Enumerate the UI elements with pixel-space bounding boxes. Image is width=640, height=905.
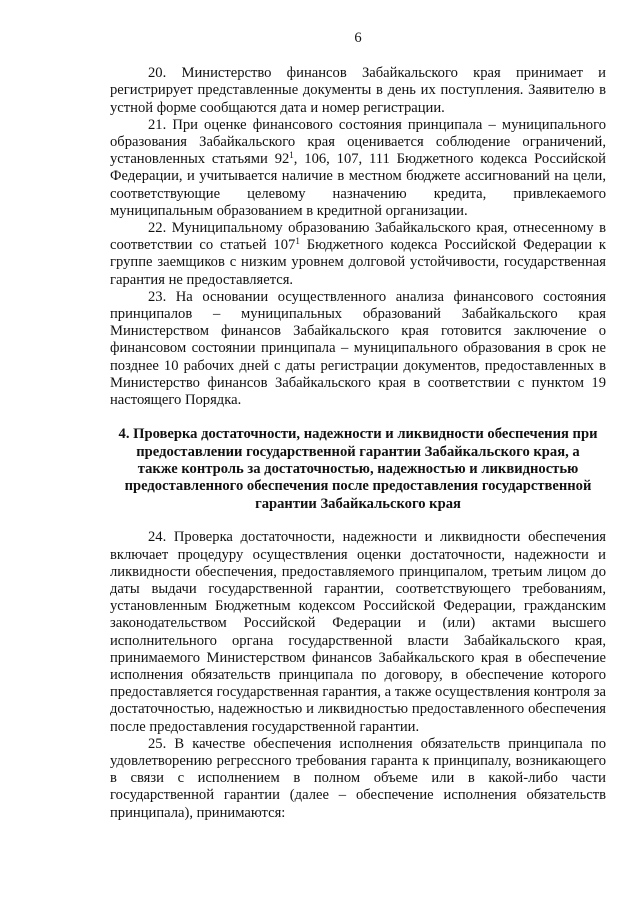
- document-page: [110, 30, 606, 822]
- paragraph-22-text-start: 22. Муниципальному образованию Забайкальского края, отнесенному в соответствии со статьей 107: [110, 220, 606, 254]
- heading-line: также контроль за достаточностью, надежностью и ликвидностью: [137, 461, 579, 478]
- section-4-heading: [110, 426, 606, 513]
- paragraph-21: [110, 117, 606, 220]
- paragraph-25: 25. В качестве обеспечения исполнения обязательств принципала по удовлетворению регрессного требования гаранта к принципалу, возникающего в связи с исполнением в полном объеме или в какой-либо части государственной гарантии (далее – обеспечение исполнения обязательств принципала), принимаются:: [110, 735, 606, 821]
- paragraph-20: 20. Министерство финансов Забайкальского края принимает и регистрирует представленные документы в день их поступления. Заявителю в устной форме сообщаются дата и номер регистрации.: [110, 65, 606, 116]
- heading-line: гарантии Забайкальского края: [255, 495, 461, 512]
- heading-line: предоставлении государственной гарантии Забайкальского края, а: [136, 443, 580, 460]
- paragraph-21-text-end: , 106, 107, 111 Бюджетного кодекса Российской Федерации, и учитывается наличие в местном бюджете ассигнований на цели, соответствующие целевому назначению кредита, привлекаемого муниципальным образованием в кредитной организации.: [110, 151, 606, 219]
- page-number: 6: [354, 30, 362, 46]
- paragraph-21-text-start: 21. При оценке финансового состояния принципала – муниципального образования Забайкальского края оценивается соблюдение ограничений, установленных статьями 92: [110, 116, 606, 168]
- superscript-footnote: 1: [289, 150, 294, 161]
- superscript-footnote: 1: [295, 236, 300, 247]
- paragraph-24: 24. Проверка достаточности, надежности и ликвидности обеспечения включает процедуру осуществления оценки достаточности, надежности и ликвидности обеспечения, предоставляемого принципалом, третьим лицом до даты выдачи государственной гарантии, соответствующего требованиям, установленным Бюджетным кодексом Российской Федерации, гражданским законодательством Российской Федерации и (или) актами высшего исполнительного органа государственной власти Забайкальского края, принимаемого Министерством финансов Забайкальского края в обеспечение исполнения обязательств принципала по договору, в обеспечение которого предоставляется государственная гарантия, а также осуществления контроля за достаточностью, надежностью и ликвидностью предоставленного обеспечения после предоставления государственной гарантии.: [110, 529, 606, 735]
- paragraph-22-text-end: Бюджетного кодекса Российской Федерации к группе заемщиков с низким уровнем долговой устойчивости, государственная гарантия не предоставляется.: [110, 237, 607, 288]
- heading-line: 4. Проверка достаточности, надежности и ликвидности обеспечения при: [118, 426, 598, 443]
- paragraph-23: 23. На основании осуществленного анализа финансового состояния принципалов – муниципальных образований Забайкальского края Министерством финансов Забайкальского края готовится заключение о финансовом состоянии принципала – муниципального образования в срок не позднее 10 рабочих дней с даты регистрации документов, предоставленных в Министерство финансов Забайкальского края в соответствии с пунктом 19 настоящего Порядка.: [110, 288, 606, 409]
- heading-line: предоставленного обеспечения после предоставления государственной: [124, 478, 592, 495]
- paragraph-22: [110, 220, 606, 289]
